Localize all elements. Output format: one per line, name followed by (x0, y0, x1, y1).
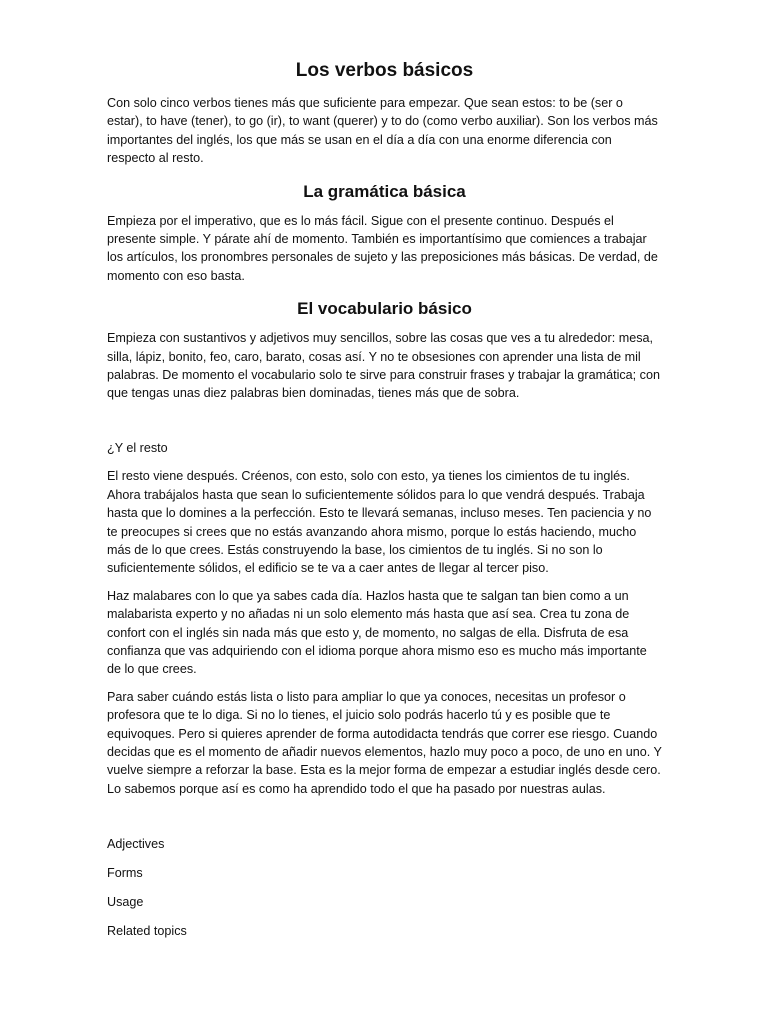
rest-paragraph-1: El resto viene después. Créenos, con esto, solo con esto, ya tienes los cimientos de tu inglés. Ahora trabájalos hasta que sean lo suficientemente sólidos para lo que vendrá después. Trabaja hasta que lo domines a la perfección. Esto te llevará semanas, incluso meses. Ten paciencia y no te preocupes si crees que no estás avanzando ahora mismo, porque lo estás haciendo, mucho más de lo que crees. Estás construyendo la base, los cimientos de tu inglés. Si no son lo suficientemente sólidos, el edificio se te va a caer antes de llegar al tercer piso. (107, 469, 652, 576)
grammar-heading: La gramática básica (303, 181, 466, 201)
vocabulary-heading: El vocabulario básico (297, 299, 472, 319)
rest-paragraph-3: Para saber cuándo estás lista o listo para ampliar lo que ya conoces, necesitas un profesor o profesora que te lo diga. Si no lo tienes, el juicio solo podrás hacerlo tú y es posible que te equivoques. Pero si quieres aprender de forma autodidacta tendrás que correr ese riesgo. Cuando decidas que es el momento de añadir nuevos elementos, hazlo muy poco a poco, de uno en uno. Y vuelve siempre a reforzar la base. Esta es la mejor forma de empezar a estudiar inglés desde cero. Lo sabemos porque así es como ha aprendido todo el que ha pasado por nuestras aulas. (107, 689, 662, 796)
intro-paragraph: Con solo cinco verbos tienes más que suficiente para empezar. Que sean estos: to be (ser o estar), to have (tener), to go (ir), to want (querer) y to do (como verbo auxiliar). Son los verbos más importantes del inglés, los que más se usan en el día a día con una enorme diferencia con respecto al resto. (107, 96, 658, 166)
topics-list (107, 835, 662, 940)
topic-usage: Usage (107, 895, 144, 910)
rest-paragraph-2: Haz malabares con lo que ya sabes cada día. Hazlos hasta que te salgan tan bien como a un malabarista experto y no añadas ni un solo elemento más hasta que así sea. Crea tu zona de confort con el inglés sin nada más que esto y, de momento, no salgas de ella. Disfruta de esa confianza que vas adquiriendo con el idioma porque ahora mismo eso es mucho más importante de lo que crees. (107, 588, 647, 677)
vocabulary-paragraph: Empieza con sustantivos y adjetivos muy sencillos, sobre las cosas que ves a tu alrededor: mesa, silla, lápiz, bonito, feo, caro, barato, cosas así. Y no te obsesiones con aprender una lista de mil palabras. De momento el vocabulario solo te sirve para construir frases y trabajar la gramática; con que tengas unas diez palabras bien dominadas, tienes más que de sobra. (107, 331, 660, 401)
topic-adjectives: Adjectives (107, 837, 165, 852)
topic-forms: Forms (107, 866, 143, 881)
topic-related-topics: Related topics (107, 924, 187, 939)
page-title: Los verbos básicos (295, 60, 474, 81)
rest-heading: ¿Y el resto (107, 440, 168, 455)
grammar-paragraph: Empieza por el imperativo, que es lo más fácil. Sigue con el presente continuo. Después el presente simple. Y párate ahí de momento. También es importantísimo que comiences a trabajar los artículos, los pronombres personales de sujeto y las preposiciones más básicas. De verdad, de momento con eso basta. (107, 213, 658, 283)
